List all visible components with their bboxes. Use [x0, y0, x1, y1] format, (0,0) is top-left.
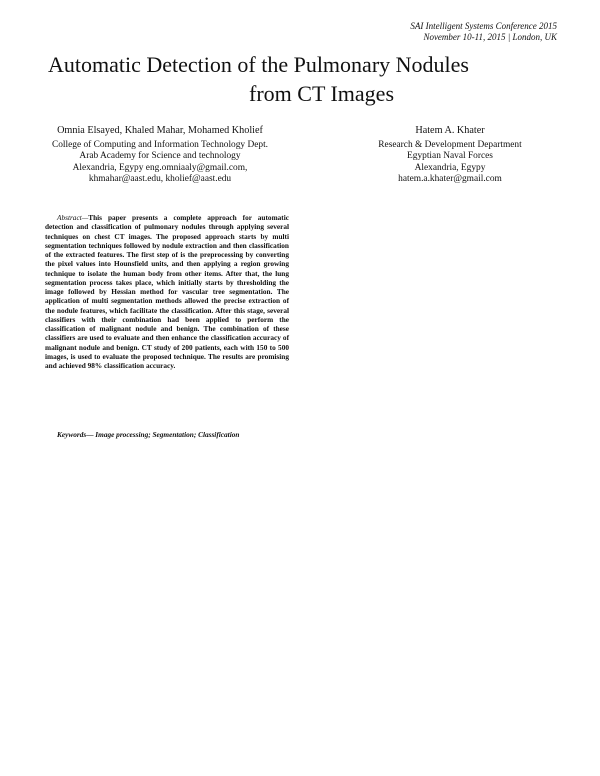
paper-title [0, 50, 600, 108]
keywords: Keywords— Image processing; Segmentation; Classification [57, 430, 240, 439]
abstract-lead: Abstract— [57, 213, 89, 222]
location-email-left: Alexandria, Egypy eng.omniaaly@gmail.com, [72, 162, 248, 173]
author-block-right [330, 125, 570, 186]
author-names-right: Hatem A. Khater [415, 125, 485, 136]
author-block-left [30, 125, 290, 186]
affiliation-dept-right: Research & Development Department [378, 139, 522, 150]
abstract [45, 213, 289, 370]
emails-left: khmahar@aast.edu, kholief@aast.edu [88, 174, 232, 184]
affiliation-institution-right: Egyptian Naval Forces [407, 151, 493, 161]
affiliation-dept-left: College of Computing and Information Technology Dept. [51, 139, 269, 150]
affiliation-institution-left: Arab Academy for Science and technology [79, 151, 241, 161]
title-line-1: Automatic Detection of the Pulmonary Nodules [48, 52, 469, 77]
abstract-body: This paper presents a complete approach for automatic detection and classification of pulmonary nodules through applying several techniques on chest CT images. The proposed approach starts by multi segmentation techniques followed by nodule extraction and then classification of the extracted features. The first step of is the preprocessing by converting the pixel values into Hounsfield units, and then applying a region growing technique to isolate the human body from other items. After that, the lung segmentation process takes place, which initially starts by thresholding the image followed by Hessian method for vascular tree segmentation. The application of multi segmentation methods allowed the precise extraction of the nodule features, which facilitate the classification. After this stage, several classifiers with their combination had been applied to perform the classification of malignant nodule and benign. The combination of these classifiers are used to evaluate and then enhance the classification accuracy of malignant nodule and benign. CT study of 200 patients, each with 150 to 500 images, is used to evaluate the proposed technique. The results are promising and achieved 98% classification accuracy. [45, 213, 289, 370]
email-right: hatem.a.khater@gmail.com [398, 174, 502, 184]
author-names-left: Omnia Elsayed, Khaled Mahar, Mohamed Kholief [57, 125, 263, 136]
conference-header [410, 21, 557, 43]
location-right: Alexandria, Egypy [414, 162, 486, 173]
title-line-2: from CT Images [249, 81, 395, 106]
conference-date-location: November 10-11, 2015 | London, UK [423, 32, 557, 42]
conference-name: SAI Intelligent Systems Conference 2015 [410, 21, 557, 31]
